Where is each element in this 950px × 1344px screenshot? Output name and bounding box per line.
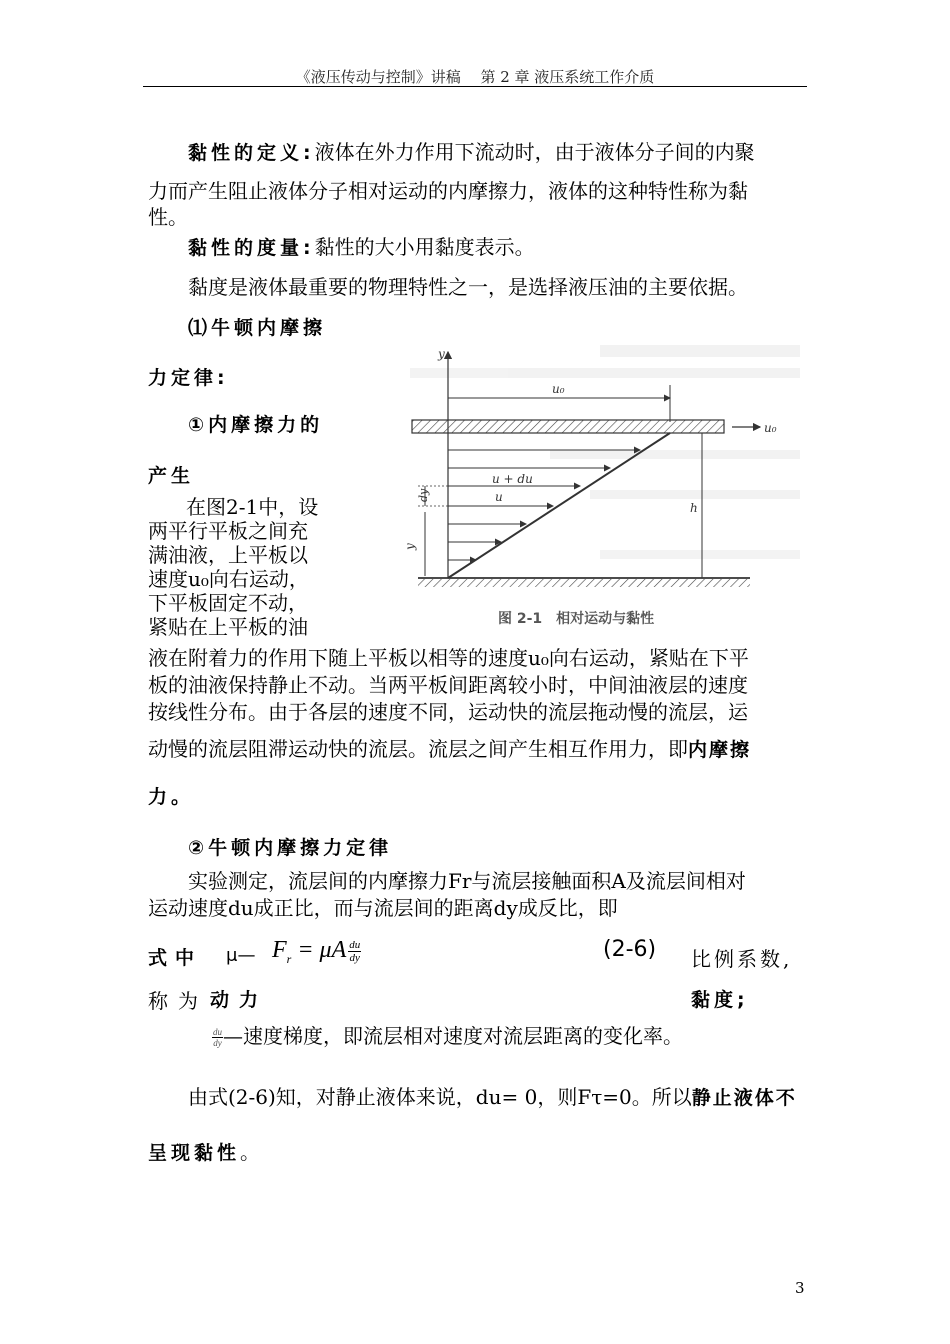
page-number: 3 [795,1279,805,1297]
dy-label: dy [417,488,430,502]
eq-mu: μ— [226,945,256,966]
velocity-arrows [448,450,640,560]
heading-friction-origin-1: ①内摩擦力的 [188,414,324,436]
equation-2-6 [148,935,808,975]
heading-newton-law-2: 力定律: [148,367,229,389]
u-label: u [495,490,503,504]
h-label: h [690,501,698,515]
faded-background-text [410,345,800,559]
term-measure: 黏性的度量: [188,237,315,259]
udu-label: u + du [492,472,533,486]
paragraph-viscosity-importance: 黏度是液体最重要的物理特性之一，是选择液压油的主要依据。 [188,275,748,299]
velocity-gradient-definition: $\frac{du}{dy}$ —速度梯度，即流层相对速度对流层距离的变化率。 [213,1024,683,1048]
upper-plate [412,420,724,433]
paragraph-figure-wrap: 在图2-1中，设 两平行平板之间充 满油液，上平板以 速度u₀向右运动， 下平板固定不动， 紧贴在上平板的油 [148,495,319,639]
eq-formula: $F_r = \mu A$ $\frac{du}{dy}$ [272,937,361,966]
term-internal-friction: 内摩擦 [688,739,752,761]
paragraph-viscosity-measure: 黏性的度量:黏性的大小用黏度表示。 [188,235,535,259]
gradient-fraction: $\frac{du}{dy}$ [213,1027,222,1048]
paragraph-friction-explanation: 液在附着力的作用下随上平板以相等的速度u₀向右运动，紧贴在下平 板的油液保持静止不动。当两平板间距离较小时，中间油液层的速度 按线性分布。由于各层的速度不同，运动快的流层拖动慢的流层，运 动慢的流层阻滞运动快的流层。流层之间产生相互作用力，即内摩擦 力。 [148,646,752,808]
equation-line-2: 称为 动力 黏度; [148,985,808,1015]
term-viscosity: 黏度; [691,989,749,1011]
heading-friction-origin-2: 产生 [148,465,195,487]
eq-suffix: 比例系数, [691,947,793,971]
term-definition: 黏性的定义: [188,142,315,164]
u0-top-label: u₀ [552,382,565,396]
figure-relative-motion-viscosity [400,340,810,640]
paragraph-experiment: 实验测定，流层间的内摩擦力Fr与流层接触面积A及流层间相对 运动速度du成正比，而与流层间的距离dy成反比，即 [148,869,746,920]
paragraph-static-liquid: 由式(2-6)知，对静止液体来说，du= 0，则Fτ=0。所以静止液体不 呈现黏性。 [148,1085,797,1164]
paragraph-viscosity-definition: 黏性的定义:液体在外力作用下流动时，由于液体分子间的内聚 力而产生阻止液体分子相对运动的内摩擦力，液体的这种特性称为黏 性。 [148,140,755,229]
header-rule [143,86,807,87]
lower-plate-hatch [418,579,750,587]
y-distance-label: y [403,543,417,550]
eq-number: (2-6) [603,937,657,962]
figure-caption: 图 2-1 相对运动与黏性 [498,611,655,627]
u0-right-label: u₀ [764,421,777,435]
eq-prefix: 式中 [148,947,203,969]
term-static-liquid: 静止液体不 [691,1087,797,1109]
heading-newton-law-1: ⑴牛顿内摩擦 [188,317,327,339]
y-axis-label: y [438,347,445,361]
eq-fraction: $\frac{du}{dy}$ [349,938,361,964]
heading-newton-law-statement: ②牛顿内摩擦力定律 [188,837,393,859]
term-no-viscosity: 呈现黏性 [148,1142,241,1164]
running-header: 《液压传动与控制》讲稿 第 2 章 液压系统工作介质 [295,68,655,86]
term-dynamic: 动力 [210,989,269,1011]
